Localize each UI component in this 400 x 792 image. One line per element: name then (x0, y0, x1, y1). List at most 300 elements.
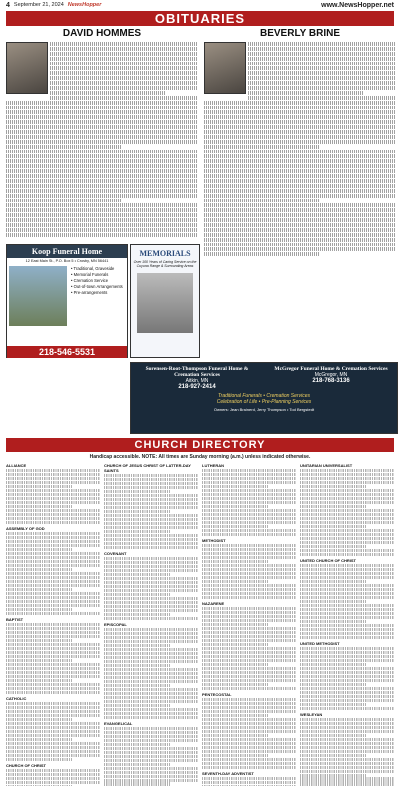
directory-heading: CHURCH OF CHRIST (6, 762, 46, 768)
directory-entry-line (6, 469, 100, 472)
directory-entry-line (202, 580, 268, 583)
directory-entry-line (202, 667, 296, 670)
directory-entry-line (104, 747, 198, 750)
directory-entry-line (300, 742, 394, 745)
directory-entry-line (300, 777, 394, 780)
directory-entry-line (104, 490, 170, 493)
directory-entry-line (104, 613, 170, 616)
directory-entry-line (6, 655, 100, 658)
directory-entry-line (202, 702, 296, 705)
directory-entry-line (104, 716, 198, 719)
directory-entry-line (202, 552, 296, 555)
text-line (6, 194, 198, 198)
directory-entry-line (300, 651, 394, 654)
church-directory-note: Handicap accessible. NOTE: All times are Sunday morning (a.m.) unless indicated otherwise. (89, 454, 311, 460)
directory-entry-line (6, 773, 100, 776)
koop-service-item: • Out-of-town Arrangements (71, 284, 123, 289)
directory-entry-line (202, 576, 296, 579)
directory-heading: ASSEMBLY OF GOD (6, 525, 45, 531)
directory-entry-line (300, 604, 394, 607)
text-line (50, 57, 198, 61)
directory-entry-line (104, 708, 198, 711)
directory-entry-line (202, 544, 296, 547)
directory-entry-line (104, 767, 198, 770)
text-line (6, 218, 198, 222)
directory-entry-line (202, 505, 268, 508)
directory-heading: COVENANT (104, 550, 127, 556)
directory-entry-line (202, 560, 268, 563)
directory-entry-line (300, 497, 394, 500)
directory-heading: NAZARENE (202, 600, 225, 606)
directory-entry-line (104, 518, 198, 521)
directory-entry-line (6, 576, 100, 579)
directory-entry-line (202, 611, 296, 614)
directory-entry-line (104, 668, 198, 671)
directory-entry-line (202, 635, 296, 638)
directory-entry-line (300, 477, 394, 480)
directory-heading: EPISCOPAL (104, 621, 127, 627)
directory-entry-line (202, 655, 296, 658)
directory-entry-line (104, 557, 198, 560)
directory-entry-line (6, 536, 100, 539)
directory-entry-line (104, 510, 170, 513)
text-line (204, 213, 396, 217)
directory-entry-line (300, 679, 394, 682)
text-line (6, 145, 121, 149)
directory-column (104, 461, 198, 786)
mcgregor-phone: 218-768-3136 (312, 378, 350, 384)
website: www.NewsHopper.net (321, 1, 394, 9)
directory-entry-line (202, 675, 296, 678)
mcgregor-title: McGregor Funeral Home & Cremation Services (274, 366, 388, 372)
text-line (50, 91, 165, 95)
text-line (204, 130, 396, 134)
directory-entry-line (300, 683, 366, 686)
directory-entry-line (300, 549, 394, 552)
directory-heading: CATHOLIC (6, 695, 27, 701)
directory-entry-line (6, 651, 100, 654)
memorial-stone-image (137, 273, 193, 333)
directory-entry-line (104, 688, 198, 691)
directory-entry-line (104, 526, 198, 529)
obit-name: DAVID HOMMES (62, 28, 142, 39)
directory-entry-line (6, 505, 72, 508)
church-directory-banner: CHURCH DIRECTORY (6, 438, 394, 452)
text-line (248, 96, 396, 100)
memorials-subtitle: Over 100 Years of Caring Service on the Cuyuna Range & Surrounding Areas (133, 260, 197, 268)
directory-entry-line (300, 632, 394, 635)
memorials-title: MEMORIALS (139, 249, 191, 258)
directory-entry-line (300, 770, 394, 773)
directory-entry-line (6, 604, 100, 607)
koop-service-item: • Cremation Service (71, 278, 109, 283)
text-line (6, 169, 198, 173)
directory-entry-line (104, 664, 170, 667)
text-line (6, 228, 198, 232)
directory-entry-line (6, 544, 100, 547)
directory-entry-line (6, 722, 100, 725)
directory-entry-line (104, 601, 198, 604)
directory-heading: UNITARIAN UNIVERSALIST (300, 463, 353, 468)
text-line (248, 57, 396, 61)
directory-entry-line (6, 600, 100, 603)
obit-name: BEVERLY BRINE (259, 28, 341, 39)
directory-entry-line (300, 726, 394, 729)
directory-entry-line (300, 707, 394, 710)
obit-beverly-brine (204, 28, 396, 41)
text-line (204, 164, 396, 168)
text-line (204, 154, 396, 158)
obit-body (204, 42, 396, 262)
directory-entry-line (202, 730, 296, 733)
directory-entry-line (6, 750, 100, 753)
directory-entry-line (104, 692, 198, 695)
directory-entry-line (6, 568, 72, 571)
directory-entry-line (104, 771, 198, 774)
directory-entry-line (6, 481, 100, 484)
directory-entry-line (300, 529, 394, 532)
directory-entry-line (6, 532, 100, 535)
directory-entry-line (202, 596, 296, 599)
directory-entry-line (104, 656, 198, 659)
text-line (204, 174, 396, 178)
text-line (204, 179, 396, 183)
text-line (204, 199, 319, 203)
text-line (50, 76, 198, 80)
directory-entry-line (300, 564, 394, 567)
koop-service-item: • Memorial Funerals (71, 272, 109, 277)
directory-entry-line (202, 643, 268, 646)
text-line (204, 106, 396, 110)
directory-entry-line (6, 588, 72, 591)
directory-entry-line (202, 481, 296, 484)
directory-entry-line (300, 703, 366, 706)
directory-heading: METHODIST (202, 537, 226, 543)
directory-entry-line (104, 660, 198, 663)
directory-entry-line (6, 584, 100, 587)
directory-entry-line (6, 556, 100, 559)
directory-entry-line (104, 636, 198, 639)
directory-entry-line (300, 659, 394, 662)
directory-entry-line (300, 525, 366, 528)
directory-entry-line (6, 659, 72, 662)
directory-entry-line (6, 485, 72, 488)
directory-entry-line (6, 769, 100, 772)
directory-entry-line (104, 640, 198, 643)
directory-entry-line (6, 552, 100, 555)
directory-entry-line (202, 698, 296, 701)
directory-entry-line (6, 592, 100, 595)
directory-entry-line (6, 718, 72, 721)
directory-entry-line (300, 667, 394, 670)
directory-entry-line (202, 754, 268, 757)
directory-entry-line (6, 608, 72, 611)
directory-entry-line (6, 497, 100, 500)
text-line (50, 71, 198, 75)
directory-entry-line (202, 497, 296, 500)
text-line (6, 203, 198, 207)
text-line (6, 184, 198, 188)
directory-entry-line (202, 477, 296, 480)
text-line (248, 81, 396, 85)
directory-entry-line (202, 766, 296, 769)
text-line (204, 189, 396, 193)
text-line (204, 247, 396, 251)
directory-entry-line (104, 763, 170, 766)
issue-date: September 21, 2024 (13, 2, 64, 8)
directory-entry-line (300, 572, 394, 575)
directory-entry-line (6, 710, 100, 713)
directory-entry-line (202, 548, 296, 551)
text-line (6, 140, 198, 144)
text-line (50, 42, 198, 46)
directory-entry-line (6, 687, 100, 690)
directory-entry-line (6, 679, 72, 682)
directory-entry-line (202, 489, 296, 492)
text-line (248, 76, 396, 80)
directory-entry-line (202, 639, 296, 642)
directory-entry-line (202, 679, 296, 682)
text-line (6, 199, 121, 203)
directory-entry-line (202, 710, 296, 713)
directory-entry-line (6, 742, 100, 745)
directory-entry-line (104, 589, 198, 592)
directory-entry-line (104, 593, 170, 596)
directory-entry-line (300, 576, 394, 579)
directory-entry-line (300, 750, 394, 753)
text-line (50, 81, 198, 85)
directory-entry-line (104, 680, 198, 683)
paper-logo: NewsHopper (67, 2, 102, 8)
directory-entry-line (300, 600, 366, 603)
directory-entry-line (104, 569, 198, 572)
directory-entry-line (300, 754, 366, 757)
directory-entry-line (202, 521, 296, 524)
directory-entry-line (6, 548, 72, 551)
directory-entry-line (6, 612, 100, 615)
text-line (248, 71, 396, 75)
directory-column (300, 461, 394, 786)
directory-entry-line (202, 671, 296, 674)
directory-entry-line (202, 718, 296, 721)
directory-entry-line (300, 738, 394, 741)
directory-entry-line (104, 628, 198, 631)
directory-entry-line (6, 706, 100, 709)
directory-entry-line (300, 647, 394, 650)
text-line (204, 110, 396, 114)
directory-entry-line (202, 533, 296, 536)
text-line (6, 106, 198, 110)
text-line (204, 223, 396, 227)
directory-entry-line (300, 762, 394, 765)
directory-entry-line (300, 596, 394, 599)
directory-entry-line (104, 696, 198, 699)
directory-entry-line (104, 522, 198, 525)
directory-entry-line (6, 501, 100, 504)
directory-entry-line (300, 616, 394, 619)
church-directory-columns (6, 461, 394, 786)
directory-entry-line (6, 517, 100, 520)
directory-entry-line (300, 489, 394, 492)
directory-entry-line (202, 742, 296, 745)
funeral-tagline: Traditional Funerals • Cremation Services (218, 393, 310, 399)
directory-entry-line (300, 781, 394, 784)
obituaries-banner: OBITUARIES (6, 11, 394, 26)
text-line (204, 252, 319, 256)
koop-service-item: • Traditional, Graveside (71, 266, 115, 271)
directory-entry-line (300, 568, 394, 571)
directory-entry-line (300, 588, 394, 591)
directory-entry-line (202, 785, 296, 786)
directory-entry-line (300, 766, 394, 769)
koop-building-image (9, 266, 67, 326)
directory-entry-line (202, 758, 296, 761)
directory-entry-line (104, 755, 198, 758)
directory-entry-line (300, 746, 394, 749)
directory-entry-line (202, 762, 296, 765)
directory-entry-line (6, 675, 100, 678)
directory-entry-line (6, 643, 100, 646)
directory-entry-line (6, 758, 72, 761)
directory-entry-line (202, 777, 296, 780)
directory-entry-line (202, 493, 296, 496)
koop-address: 12 East Main St., P.O. Box 5 • Crosby, MN 56441 (25, 259, 109, 263)
directory-entry-line (300, 624, 394, 627)
directory-entry-line (202, 513, 296, 516)
directory-entry-line (202, 568, 296, 571)
directory-entry-line (6, 580, 100, 583)
directory-entry-line (104, 609, 198, 612)
text-line (204, 120, 396, 124)
mcgregor-city: McGregor, MN (314, 372, 348, 378)
text-line (6, 208, 198, 212)
directory-entry-line (6, 631, 100, 634)
directory-entry-line (202, 734, 268, 737)
directory-entry-line (300, 663, 366, 666)
directory-entry-line (300, 612, 394, 615)
directory-entry-line (202, 592, 296, 595)
text-line (204, 233, 396, 237)
directory-entry-line (6, 513, 100, 516)
directory-entry-line (104, 684, 170, 687)
text-line (204, 238, 396, 242)
text-line (204, 243, 396, 247)
text-line (50, 66, 198, 70)
directory-entry-line (104, 585, 198, 588)
text-line (248, 42, 396, 46)
directory-entry-line (202, 714, 268, 717)
directory-entry-line (104, 494, 198, 497)
directory-entry-line (6, 564, 100, 567)
directory-entry-line (300, 655, 394, 658)
directory-entry-line (104, 542, 198, 545)
text-line (204, 159, 396, 163)
directory-entry-line (6, 477, 100, 480)
directory-entry-line (104, 782, 170, 785)
directory-entry-line (202, 619, 296, 622)
directory-entry-line (104, 530, 170, 533)
directory-entry-line (6, 596, 100, 599)
directory-entry-line (104, 644, 170, 647)
directory-entry-line (6, 667, 100, 670)
directory-entry-line (6, 671, 100, 674)
directory-column (202, 461, 296, 786)
directory-entry-line (300, 485, 366, 488)
text-line (248, 91, 363, 95)
directory-entry-line (300, 628, 394, 631)
text-line (6, 233, 198, 237)
directory-entry-line (6, 560, 100, 563)
directory-entry-line (6, 746, 100, 749)
directory-entry-line (104, 597, 198, 600)
directory-entry-line (104, 779, 198, 782)
directory-heading: WESLEYAN (300, 711, 323, 717)
directory-entry-line (300, 691, 394, 694)
directory-entry-line (202, 623, 268, 626)
directory-entry-line (6, 635, 100, 638)
text-line (6, 179, 198, 183)
text-line (204, 218, 396, 222)
text-line (204, 150, 396, 154)
directory-entry-line (104, 743, 170, 746)
koop-funeral-ad (6, 244, 128, 358)
directory-heading: CHURCH OF JESUS CHRIST OF LATTER-DAY SAINTS (104, 463, 191, 473)
directory-entry-line (104, 478, 198, 481)
directory-entry-line (300, 533, 394, 536)
directory-entry-line (6, 493, 100, 496)
directory-entry-line (300, 620, 366, 623)
directory-entry-line (104, 672, 198, 675)
directory-entry-line (202, 726, 296, 729)
funeral-owners: Owners: Jean Brainerd, Jerry Thompson • Tod Bergstedt (213, 407, 315, 412)
directory-entry-line (104, 712, 198, 715)
text-line (6, 164, 198, 168)
directory-entry-line (300, 592, 394, 595)
directory-entry-line (202, 509, 296, 512)
directory-entry-line (6, 509, 100, 512)
directory-heading: ALLIANCE (6, 463, 27, 468)
directory-entry-line (202, 706, 296, 709)
directory-entry-line (6, 754, 100, 757)
directory-entry-line (300, 730, 394, 733)
directory-entry-line (300, 513, 394, 516)
sorensen-title: Sorensen-Root-Thompson Funeral Home & Cremation Services (145, 366, 249, 378)
directory-entry-line (202, 517, 296, 520)
directory-entry-line (202, 659, 296, 662)
directory-entry-line (202, 556, 296, 559)
text-line (6, 174, 198, 178)
directory-entry-line (104, 561, 198, 564)
directory-entry-line (6, 623, 100, 626)
directory-entry-line (104, 739, 198, 742)
directory-entry-line (6, 521, 100, 524)
directory-entry-line (300, 785, 394, 786)
sorensen-city: Aitkin, MN (185, 378, 209, 384)
sorensen-mcgregor-ad (130, 362, 398, 434)
koop-services (69, 264, 125, 328)
directory-entry-line (202, 746, 296, 749)
directory-entry-line (202, 750, 296, 753)
text-line (6, 159, 198, 163)
text-line (6, 130, 198, 134)
directory-entry-line (6, 663, 100, 666)
directory-entry-line (202, 647, 296, 650)
directory-entry-line (104, 577, 198, 580)
directory-entry-line (300, 517, 394, 520)
text-line (204, 115, 396, 119)
directory-entry-line (104, 648, 198, 651)
directory-entry-line (300, 699, 394, 702)
